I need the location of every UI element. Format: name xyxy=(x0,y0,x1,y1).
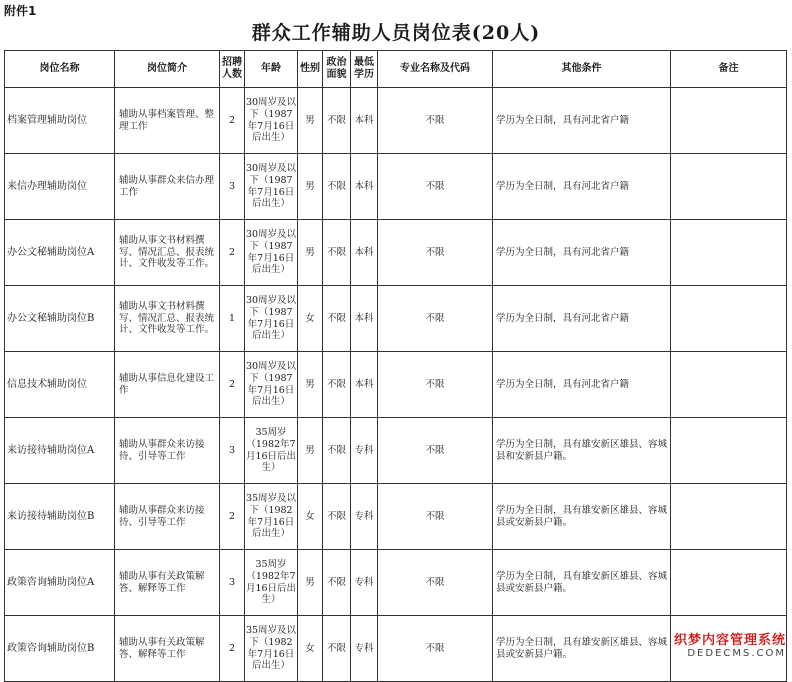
watermark-title: 织梦内容管理系统 xyxy=(673,633,786,648)
cell-remark xyxy=(671,154,787,220)
table-row xyxy=(5,286,787,352)
header-post-name: 岗位名称 xyxy=(5,51,115,88)
cell-post-name: 来访接待辅助岗位A xyxy=(5,418,115,484)
header-intro: 岗位简介 xyxy=(115,51,220,88)
cell-remark xyxy=(671,484,787,550)
cell-political: 不限 xyxy=(323,220,351,286)
header-political: 政治面貌 xyxy=(323,51,351,88)
cell-other: 学历为全日制，具有河北省户籍 xyxy=(493,220,671,286)
cell-gender: 男 xyxy=(298,352,323,418)
post-table xyxy=(4,50,787,682)
cell-count: 2 xyxy=(220,352,245,418)
cell-count: 2 xyxy=(220,220,245,286)
page-title: 群众工作辅助人员岗位表(20人) xyxy=(251,22,541,44)
cell-age: 30周岁及以下（1987年7月16日后出生） xyxy=(245,352,298,418)
cell-age: 35周岁及以下（1982年7月16日后出生） xyxy=(245,484,298,550)
header-education: 最低学历 xyxy=(351,51,378,88)
cell-remark xyxy=(671,352,787,418)
cell-count: 3 xyxy=(220,550,245,616)
cell-other: 学历为全日制，具有河北省户籍 xyxy=(493,352,671,418)
table-row xyxy=(5,616,787,682)
cell-major: 不限 xyxy=(378,550,493,616)
table-row xyxy=(5,220,787,286)
cell-other: 学历为全日制，具有雄安新区雄县、容城县和安新县户籍。 xyxy=(493,418,671,484)
cell-education: 专科 xyxy=(351,484,378,550)
cell-education: 专科 xyxy=(351,418,378,484)
cell-education: 本科 xyxy=(351,88,378,154)
cell-other: 学历为全日制，具有河北省户籍 xyxy=(493,154,671,220)
table-row xyxy=(5,418,787,484)
cell-age: 30周岁及以下（1987年7月16日后出生） xyxy=(245,286,298,352)
cell-intro: 辅助从事档案管理、整理工作 xyxy=(115,88,220,154)
cell-intro: 辅助从事文书材料撰写、情况汇总、报表统计、文件收发等工作。 xyxy=(115,220,220,286)
cell-other: 学历为全日制，具有雄安新区雄县、容城县或安新县户籍。 xyxy=(493,616,671,682)
cell-count: 1 xyxy=(220,286,245,352)
cell-post-name: 信息技术辅助岗位 xyxy=(5,352,115,418)
cell-intro: 辅助从事群众来访接待、引导等工作 xyxy=(115,484,220,550)
cell-other: 学历为全日制，具有雄安新区雄县、容城县或安新县户籍。 xyxy=(493,550,671,616)
cell-other: 学历为全日制，具有河北省户籍 xyxy=(493,286,671,352)
cell-political: 不限 xyxy=(323,484,351,550)
cell-major: 不限 xyxy=(378,352,493,418)
header-other: 其他条件 xyxy=(493,51,671,88)
cell-political: 不限 xyxy=(323,88,351,154)
cell-major: 不限 xyxy=(378,418,493,484)
cell-gender: 男 xyxy=(298,154,323,220)
table-row xyxy=(5,550,787,616)
cell-age: 35周岁（1982年7月16日后出生） xyxy=(245,418,298,484)
header-major: 专业名称及代码 xyxy=(378,51,493,88)
cell-intro: 辅助从事群众来访接待、引导等工作 xyxy=(115,418,220,484)
cell-remark xyxy=(671,88,787,154)
cell-intro: 辅助从事有关政策解答、解释等工作 xyxy=(115,550,220,616)
cell-other: 学历为全日制，具有河北省户籍 xyxy=(493,88,671,154)
cell-education: 本科 xyxy=(351,286,378,352)
cell-education: 本科 xyxy=(351,154,378,220)
cell-education: 专科 xyxy=(351,616,378,682)
cell-count: 2 xyxy=(220,484,245,550)
cell-remark xyxy=(671,286,787,352)
cell-major: 不限 xyxy=(378,220,493,286)
cell-political: 不限 xyxy=(323,616,351,682)
header-remark: 备注 xyxy=(671,51,787,88)
cell-major: 不限 xyxy=(378,154,493,220)
cell-age: 30周岁及以下（1987年7月16日后出生） xyxy=(245,154,298,220)
cell-post-name: 政策咨询辅助岗位B xyxy=(5,616,115,682)
header-gender: 性别 xyxy=(298,51,323,88)
cell-post-name: 档案管理辅助岗位 xyxy=(5,88,115,154)
table-row xyxy=(5,484,787,550)
cell-political: 不限 xyxy=(323,418,351,484)
header-count: 招聘人数 xyxy=(220,51,245,88)
cell-gender: 男 xyxy=(298,418,323,484)
cell-intro: 辅助从事信息化建设工作 xyxy=(115,352,220,418)
cell-age: 35周岁（1982年7月16日后出生） xyxy=(245,550,298,616)
cell-major: 不限 xyxy=(378,88,493,154)
cell-other: 学历为全日制，具有雄安新区雄县、容城县或安新县户籍。 xyxy=(493,484,671,550)
cell-post-name: 办公文秘辅助岗位A xyxy=(5,220,115,286)
header-age: 年龄 xyxy=(245,51,298,88)
cell-gender: 女 xyxy=(298,484,323,550)
cell-education: 本科 xyxy=(351,220,378,286)
table-row xyxy=(5,352,787,418)
table-header-row xyxy=(5,51,787,88)
cell-political: 不限 xyxy=(323,286,351,352)
attachment-label: 附件1 xyxy=(4,4,37,18)
cell-major: 不限 xyxy=(378,484,493,550)
cell-post-name: 来访接待辅助岗位B xyxy=(5,484,115,550)
cell-count: 3 xyxy=(220,154,245,220)
cell-gender: 女 xyxy=(298,616,323,682)
table-row xyxy=(5,154,787,220)
cell-intro: 辅助从事文书材料撰写、情况汇总、报表统计、文件收发等工作。 xyxy=(115,286,220,352)
cell-post-name: 政策咨询辅助岗位A xyxy=(5,550,115,616)
cell-gender: 男 xyxy=(298,88,323,154)
cell-count: 3 xyxy=(220,418,245,484)
cell-intro: 辅助从事有关政策解答、解释等工作 xyxy=(115,616,220,682)
cell-political: 不限 xyxy=(323,352,351,418)
cell-remark xyxy=(671,418,787,484)
table-row xyxy=(5,88,787,154)
cell-major: 不限 xyxy=(378,286,493,352)
cell-gender: 女 xyxy=(298,286,323,352)
cell-count: 2 xyxy=(220,88,245,154)
cell-count: 2 xyxy=(220,616,245,682)
cell-age: 30周岁及以下（1987年7月16日后出生） xyxy=(245,220,298,286)
cell-education: 本科 xyxy=(351,352,378,418)
cell-post-name: 来信办理辅助岗位 xyxy=(5,154,115,220)
cell-political: 不限 xyxy=(323,550,351,616)
cell-post-name: 办公文秘辅助岗位B xyxy=(5,286,115,352)
cell-gender: 男 xyxy=(298,550,323,616)
watermark xyxy=(674,629,786,659)
cell-gender: 男 xyxy=(298,220,323,286)
cell-political: 不限 xyxy=(323,154,351,220)
cell-education: 专科 xyxy=(351,550,378,616)
cell-age: 35周岁及以下（1982年7月16日后出生） xyxy=(245,616,298,682)
cell-major: 不限 xyxy=(378,616,493,682)
cell-age: 30周岁及以下（1987年7月16日后出生） xyxy=(245,88,298,154)
watermark-domain: DEDECMS.COM xyxy=(687,648,786,659)
cell-remark xyxy=(671,220,787,286)
cell-intro: 辅助从事群众来信办理工作 xyxy=(115,154,220,220)
cell-remark xyxy=(671,550,787,616)
